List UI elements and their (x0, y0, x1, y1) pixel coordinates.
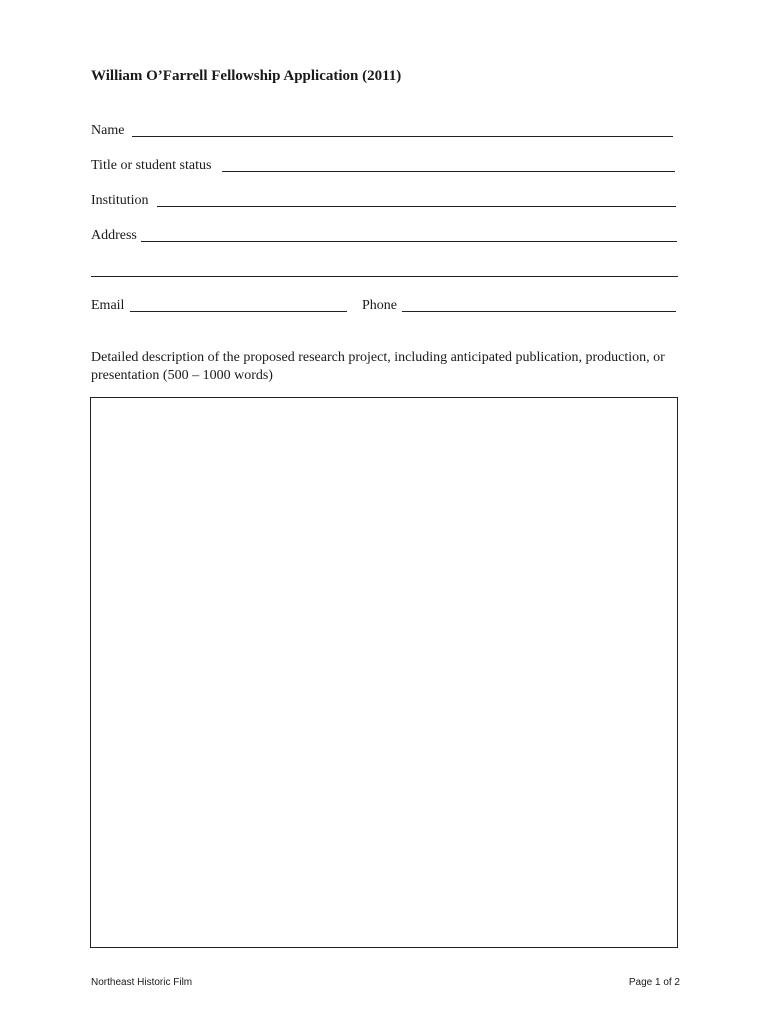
name-field-line[interactable] (132, 136, 673, 137)
footer-page-indicator: Page 1 of 2 (628, 977, 680, 988)
description-prompt: Detailed description of the proposed research project, including anticipated publication, production, or presentation (500 – 1000 words) (91, 350, 665, 383)
phone-field-line[interactable] (402, 311, 676, 312)
email-field-line[interactable] (130, 311, 347, 312)
institution-label: Institution (91, 193, 149, 208)
name-label: Name (91, 123, 125, 138)
email-label: Email (91, 298, 125, 313)
title-status-label: Title or student status (91, 158, 212, 173)
address-field-line[interactable] (141, 241, 677, 242)
address-second-line[interactable] (91, 276, 678, 277)
form-title: William O’Farrell Fellowship Application (2011) (91, 68, 402, 84)
institution-field-line[interactable] (157, 206, 676, 207)
footer-organization: Northeast Historic Film (91, 977, 193, 988)
title-status-field-line[interactable] (222, 171, 675, 172)
address-label: Address (91, 228, 137, 243)
description-textbox[interactable] (90, 397, 678, 948)
phone-label: Phone (362, 298, 397, 313)
